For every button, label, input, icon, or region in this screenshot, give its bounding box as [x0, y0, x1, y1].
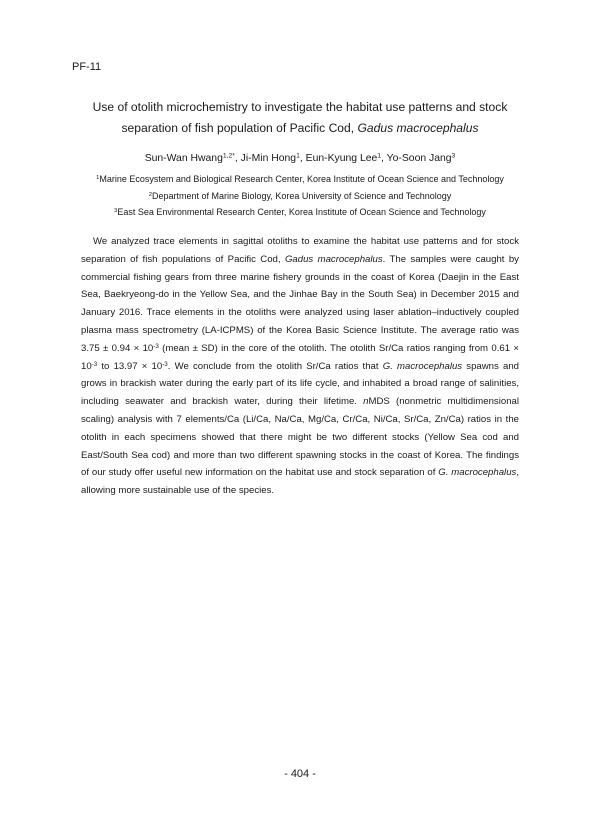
title-species: Gadus macrocephalus [357, 121, 479, 135]
affiliation-sup: 2 [148, 191, 152, 198]
paper-title [70, 97, 530, 139]
poster-code: PF-11 [72, 61, 102, 73]
author-sup: 1 [377, 152, 382, 160]
exponent: -3 [162, 360, 168, 368]
abstract-text: spawns and grows in brackish water during the early part of its life cycle, and inhabited a broad range of salinities, including seawater and brackish water, during their lifetime. [81, 360, 519, 408]
abstract-text: . The samples were caught by commercial fishing gears from three marine fishery grounds in the coast of Korea (Daejin in the East Sea, Baekryeong-do in the Yellow Sea, and the Jinhae Bay in the South Sea) in December 2015 and January 2016. Trace elements in the otoliths were analyzed using laser ablation–inductively coupled plasma mass spectrometry (LA-ICPMS) of the Korea Basic Science Institute. The average ratio was 3.75 ± 0.94 × 10 [81, 253, 519, 354]
affiliation [40, 188, 560, 205]
author-sup: 1 [296, 152, 300, 160]
affiliation-text: Marine Ecosystem and Biological Research Center, Korea Institute of Ocean Science and Technology [99, 174, 504, 184]
affiliation-text: East Sea Environmental Research Center, Korea Institute of Ocean Science and Technology [117, 207, 486, 217]
affiliation-text: Department of Marine Biology, Korea University of Science and Technology [151, 190, 452, 201]
author-name: Yo-Soon Jang [386, 153, 452, 164]
abstract-text: to 13.97 × 10 [97, 360, 163, 372]
author-list [60, 152, 540, 166]
author-separator: , [234, 153, 241, 164]
abstract-text: . We conclude from the otolith Sr/Ca ratios that [167, 360, 383, 372]
author-name: Sun-Wan Hwang [144, 153, 223, 164]
abstract-species: Gadus macrocephalus [284, 253, 383, 265]
abstract-paragraph [81, 233, 519, 500]
affiliation [40, 171, 560, 188]
abstract-species: G. macrocephalus [438, 467, 517, 479]
abstract-text: , allowing more sustainable use of the species. [81, 467, 519, 497]
page-number: - 404 - [284, 768, 316, 780]
abstract-italic-n: n [363, 396, 369, 408]
affiliation [40, 204, 560, 221]
abstract-text: (mean ± SD) in the core of the otolith. The otolith Sr/Ca ratios ranging from 0.61 × 10 [81, 342, 520, 372]
author-sup: 3 [451, 152, 456, 160]
affiliation-sup: 3 [114, 208, 118, 215]
author-name: Ji-Min Hong [240, 153, 297, 164]
exponent: -3 [153, 342, 159, 350]
abstract-text: We analyzed trace elements in sagittal otoliths to examine the habitat use patterns and for stock separation of fish populations of Pacific Cod, [81, 236, 519, 265]
author-name: Eun-Kyung Lee [305, 153, 378, 164]
author-sup: 1,2* [222, 152, 235, 160]
title-text: Use of otolith microchemistry to investigate the habitat use patterns and stock separation of fish population of Pacific Cod, [92, 100, 508, 135]
abstract-species: G. macrocephalus [382, 360, 463, 372]
affiliation-sup: 1 [96, 175, 100, 182]
author-separator: , [299, 153, 306, 164]
abstract-text: MDS (nonmetric multidimensional scaling) analysis with 7 elements/Ca (Li/Ca, Na/Ca, Mg/Ca, Cr/Ca, Ni/Ca, Sr/Ca, Zn/Ca) ratios in the otolith in each specimens showed that there might be two different stocks (Yellow Sea cod and East/South Sea cod) and more than two different spawning stocks in the coast of Korea. The findings of our study offer useful new information on the habitat use and stock separation of [81, 396, 519, 479]
author-separator: , [381, 153, 387, 164]
affiliation-list [40, 171, 560, 221]
abstract [81, 233, 519, 500]
exponent: -3 [91, 360, 98, 368]
